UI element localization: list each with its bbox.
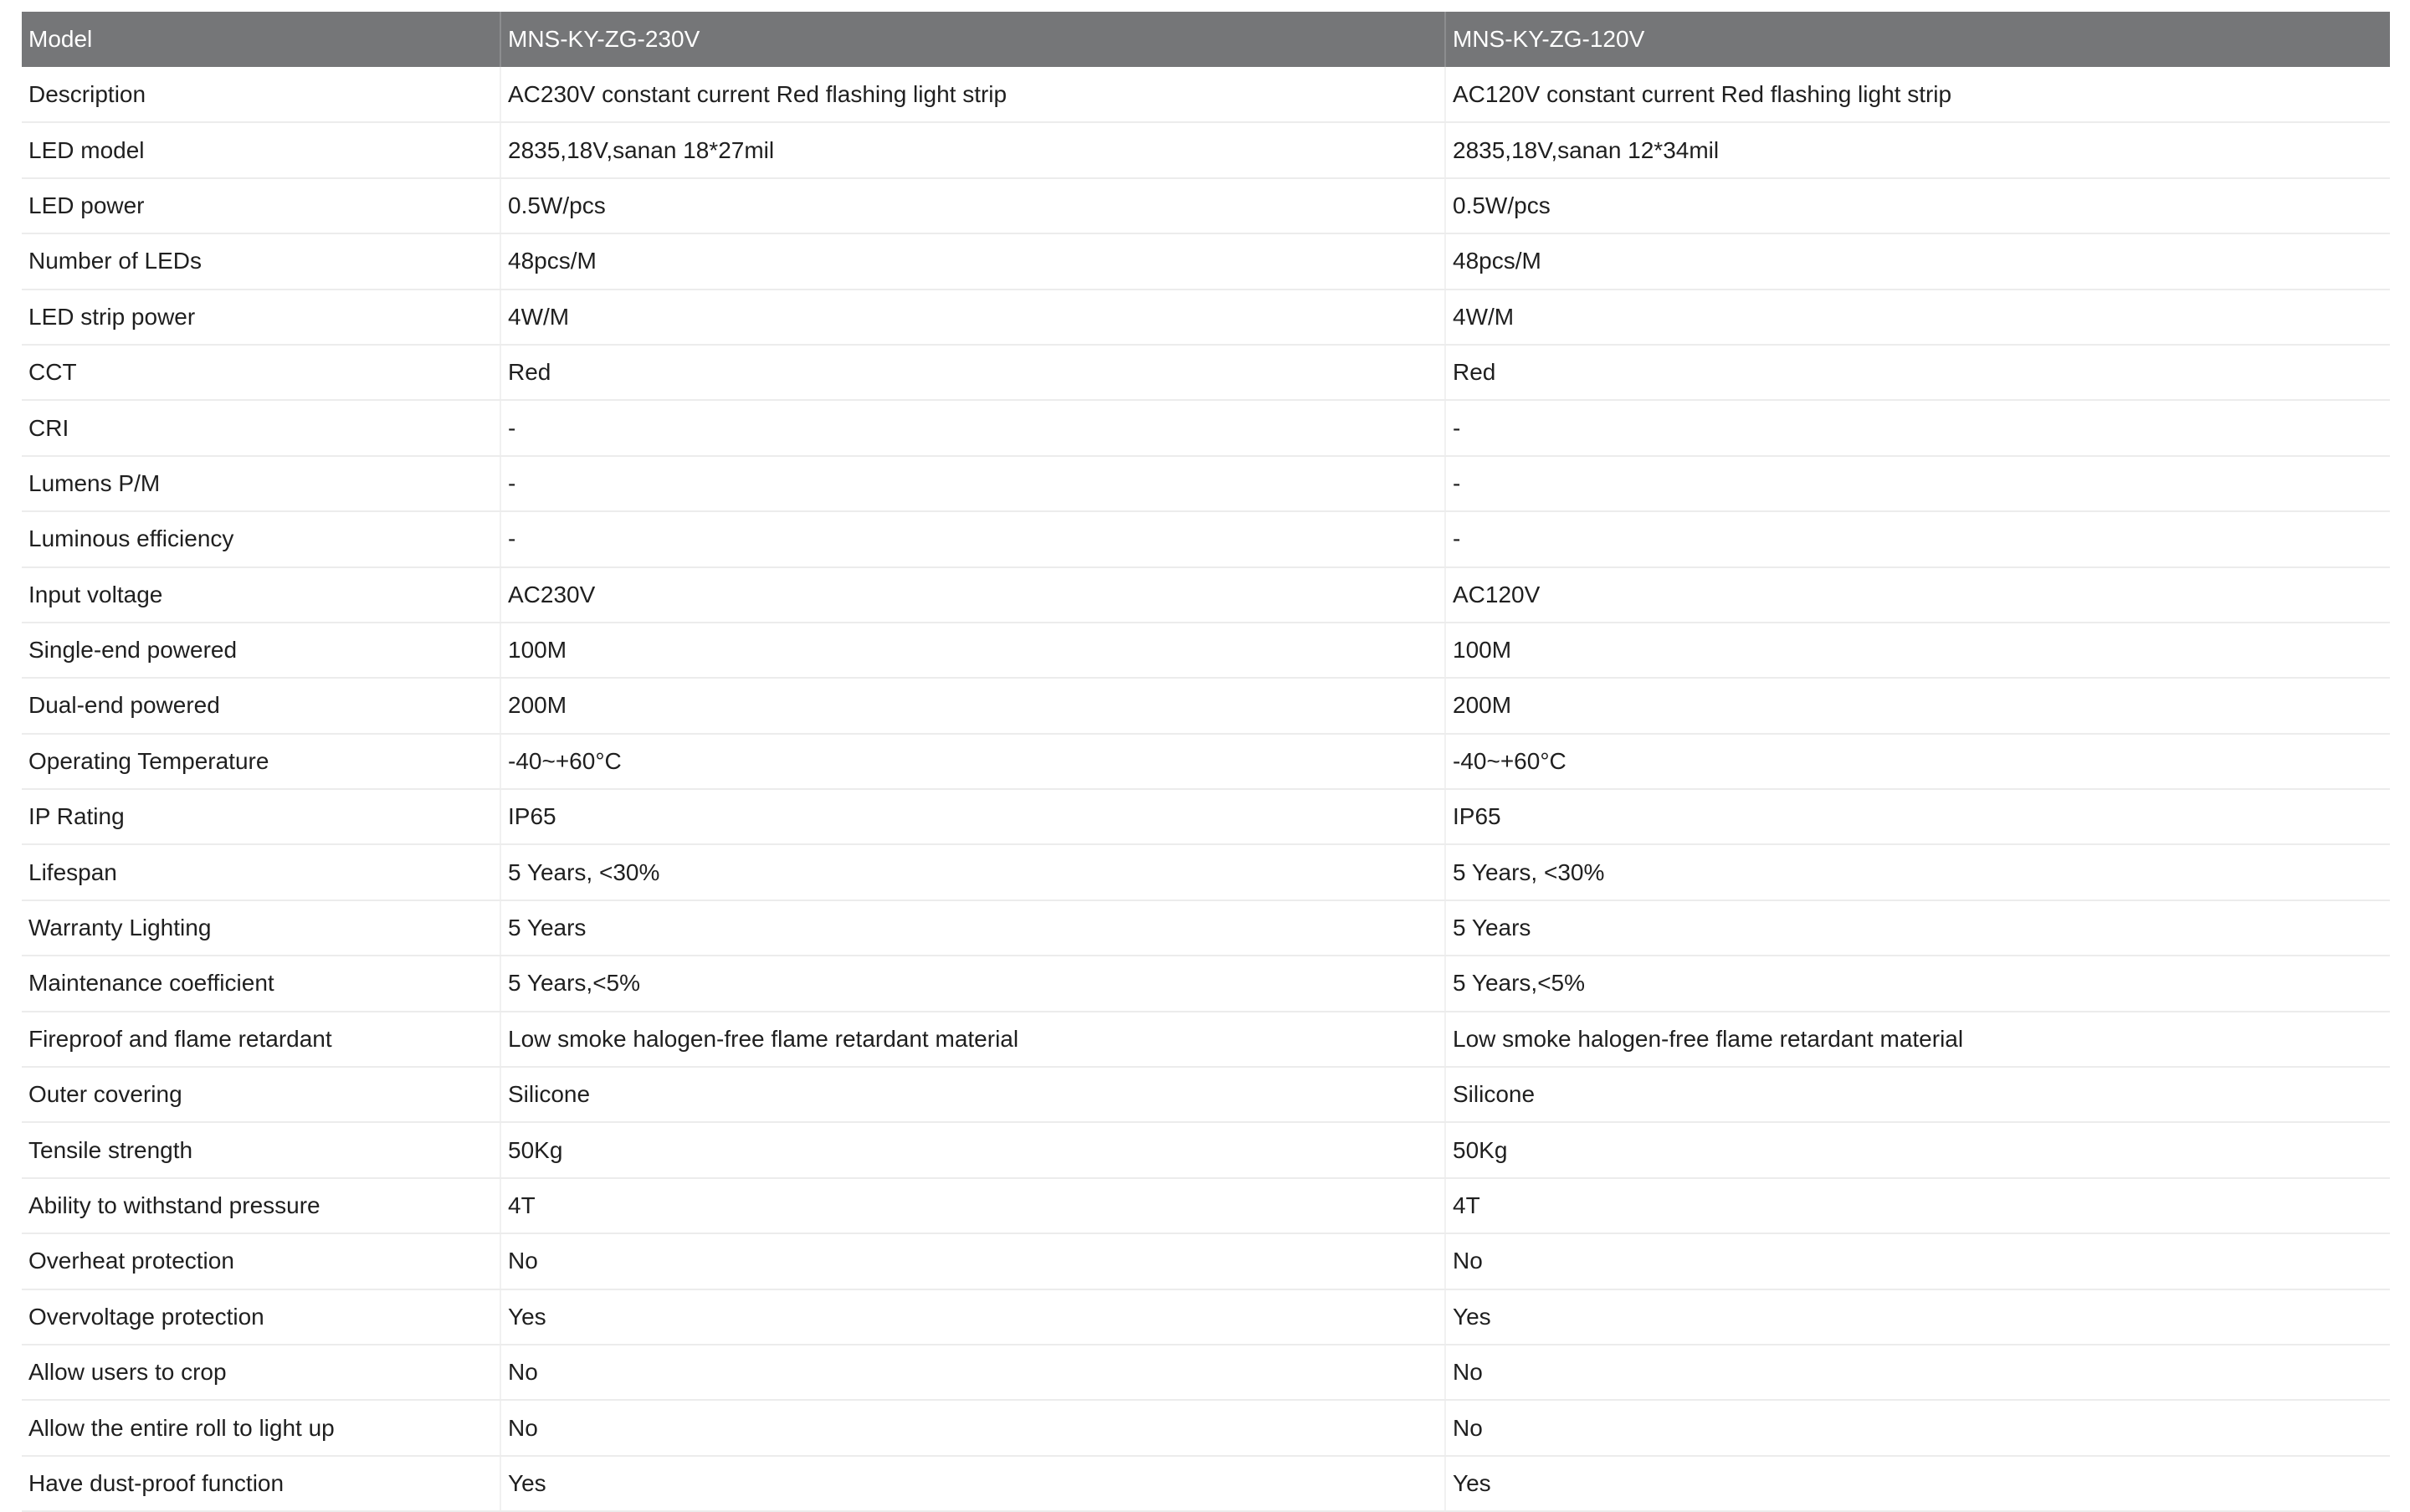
table-body <box>22 67 2390 1511</box>
value-cell-120v: - <box>1445 400 2390 455</box>
header-row <box>22 12 2390 67</box>
value-cell-120v: No <box>1445 1400 2390 1455</box>
value-cell-120v: - <box>1445 511 2390 566</box>
header-cell-230v: MNS-KY-ZG-230V <box>500 12 1445 67</box>
value-cell-120v: - <box>1445 456 2390 511</box>
value-cell-230v: - <box>500 511 1445 566</box>
table-row <box>22 400 2390 455</box>
value-cell-120v: 2835,18V,sanan 12*34mil <box>1445 122 2390 177</box>
value-cell-230v: AC230V constant current Red flashing light strip <box>500 67 1445 122</box>
value-cell-230v: Silicone <box>500 1067 1445 1122</box>
table-row <box>22 1067 2390 1122</box>
value-cell-230v: 2835,18V,sanan 18*27mil <box>500 122 1445 177</box>
value-cell-120v: 4T <box>1445 1178 2390 1233</box>
table-row <box>22 734 2390 789</box>
value-cell-120v: AC120V constant current Red flashing light strip <box>1445 67 2390 122</box>
row-label-cell: Luminous efficiency <box>22 511 500 566</box>
row-label-cell: Lifespan <box>22 844 500 900</box>
row-label-cell: Allow the entire roll to light up <box>22 1400 500 1455</box>
table-row <box>22 844 2390 900</box>
value-cell-120v: AC120V <box>1445 567 2390 623</box>
table-row <box>22 678 2390 733</box>
value-cell-120v: Yes <box>1445 1289 2390 1345</box>
value-cell-120v: -40~+60°C <box>1445 734 2390 789</box>
row-label-cell: LED power <box>22 178 500 233</box>
row-label-cell: Have dust-proof function <box>22 1456 500 1511</box>
row-label-cell: Lumens P/M <box>22 456 500 511</box>
value-cell-230v: 200M <box>500 678 1445 733</box>
value-cell-120v: Low smoke halogen-free flame retardant material <box>1445 1012 2390 1067</box>
value-cell-230v: 100M <box>500 623 1445 678</box>
row-label-cell: LED strip power <box>22 290 500 345</box>
value-cell-120v: 5 Years <box>1445 900 2390 956</box>
value-cell-230v: 5 Years <box>500 900 1445 956</box>
row-label-cell: Tensile strength <box>22 1122 500 1177</box>
value-cell-120v: 5 Years,<5% <box>1445 956 2390 1011</box>
row-label-cell: Number of LEDs <box>22 233 500 289</box>
table-row <box>22 623 2390 678</box>
table-row <box>22 178 2390 233</box>
value-cell-120v: 200M <box>1445 678 2390 733</box>
row-label-cell: Ability to withstand pressure <box>22 1178 500 1233</box>
value-cell-230v: Yes <box>500 1456 1445 1511</box>
value-cell-120v: 100M <box>1445 623 2390 678</box>
table-row <box>22 456 2390 511</box>
value-cell-230v: 48pcs/M <box>500 233 1445 289</box>
row-label-cell: IP Rating <box>22 789 500 844</box>
value-cell-230v: 50Kg <box>500 1122 1445 1177</box>
value-cell-120v: 50Kg <box>1445 1122 2390 1177</box>
value-cell-230v: 0.5W/pcs <box>500 178 1445 233</box>
table-row <box>22 290 2390 345</box>
value-cell-230v: No <box>500 1345 1445 1400</box>
value-cell-230v: No <box>500 1233 1445 1289</box>
table-row <box>22 789 2390 844</box>
value-cell-120v: Silicone <box>1445 1067 2390 1122</box>
table-row <box>22 67 2390 122</box>
row-label-cell: CCT <box>22 345 500 400</box>
table-row <box>22 1289 2390 1345</box>
row-label-cell: Allow users to crop <box>22 1345 500 1400</box>
value-cell-120v: Yes <box>1445 1456 2390 1511</box>
table-header <box>22 12 2390 67</box>
row-label-cell: Description <box>22 67 500 122</box>
table-row <box>22 1122 2390 1177</box>
value-cell-230v: 5 Years,<5% <box>500 956 1445 1011</box>
table-row <box>22 900 2390 956</box>
spec-table <box>22 12 2390 1512</box>
value-cell-120v: No <box>1445 1345 2390 1400</box>
row-label-cell: Warranty Lighting <box>22 900 500 956</box>
table-row <box>22 1012 2390 1067</box>
row-label-cell: Fireproof and flame retardant <box>22 1012 500 1067</box>
header-cell-model: Model <box>22 12 500 67</box>
table-row <box>22 1345 2390 1400</box>
row-label-cell: Overheat protection <box>22 1233 500 1289</box>
table-row <box>22 567 2390 623</box>
row-label-cell: CRI <box>22 400 500 455</box>
value-cell-230v: Low smoke halogen-free flame retardant material <box>500 1012 1445 1067</box>
value-cell-120v: 0.5W/pcs <box>1445 178 2390 233</box>
value-cell-230v: AC230V <box>500 567 1445 623</box>
row-label-cell: Maintenance coefficient <box>22 956 500 1011</box>
value-cell-230v: Red <box>500 345 1445 400</box>
table-row <box>22 1178 2390 1233</box>
value-cell-120v: 48pcs/M <box>1445 233 2390 289</box>
row-label-cell: Outer covering <box>22 1067 500 1122</box>
table-row <box>22 345 2390 400</box>
value-cell-230v: Yes <box>500 1289 1445 1345</box>
table-row <box>22 1400 2390 1455</box>
value-cell-230v: No <box>500 1400 1445 1455</box>
value-cell-120v: No <box>1445 1233 2390 1289</box>
table-row <box>22 1233 2390 1289</box>
value-cell-230v: - <box>500 456 1445 511</box>
value-cell-120v: 5 Years, <30% <box>1445 844 2390 900</box>
table-row <box>22 122 2390 177</box>
value-cell-120v: 4W/M <box>1445 290 2390 345</box>
value-cell-230v: 4W/M <box>500 290 1445 345</box>
row-label-cell: Operating Temperature <box>22 734 500 789</box>
value-cell-230v: 5 Years, <30% <box>500 844 1445 900</box>
table-row <box>22 1456 2390 1511</box>
table-row <box>22 233 2390 289</box>
row-label-cell: LED model <box>22 122 500 177</box>
value-cell-230v: -40~+60°C <box>500 734 1445 789</box>
spec-table-container <box>22 12 2390 1512</box>
value-cell-120v: IP65 <box>1445 789 2390 844</box>
row-label-cell: Overvoltage protection <box>22 1289 500 1345</box>
row-label-cell: Single-end powered <box>22 623 500 678</box>
value-cell-120v: Red <box>1445 345 2390 400</box>
value-cell-230v: - <box>500 400 1445 455</box>
value-cell-230v: IP65 <box>500 789 1445 844</box>
value-cell-230v: 4T <box>500 1178 1445 1233</box>
table-row <box>22 956 2390 1011</box>
row-label-cell: Input voltage <box>22 567 500 623</box>
header-cell-120v: MNS-KY-ZG-120V <box>1445 12 2390 67</box>
row-label-cell: Dual-end powered <box>22 678 500 733</box>
table-row <box>22 511 2390 566</box>
